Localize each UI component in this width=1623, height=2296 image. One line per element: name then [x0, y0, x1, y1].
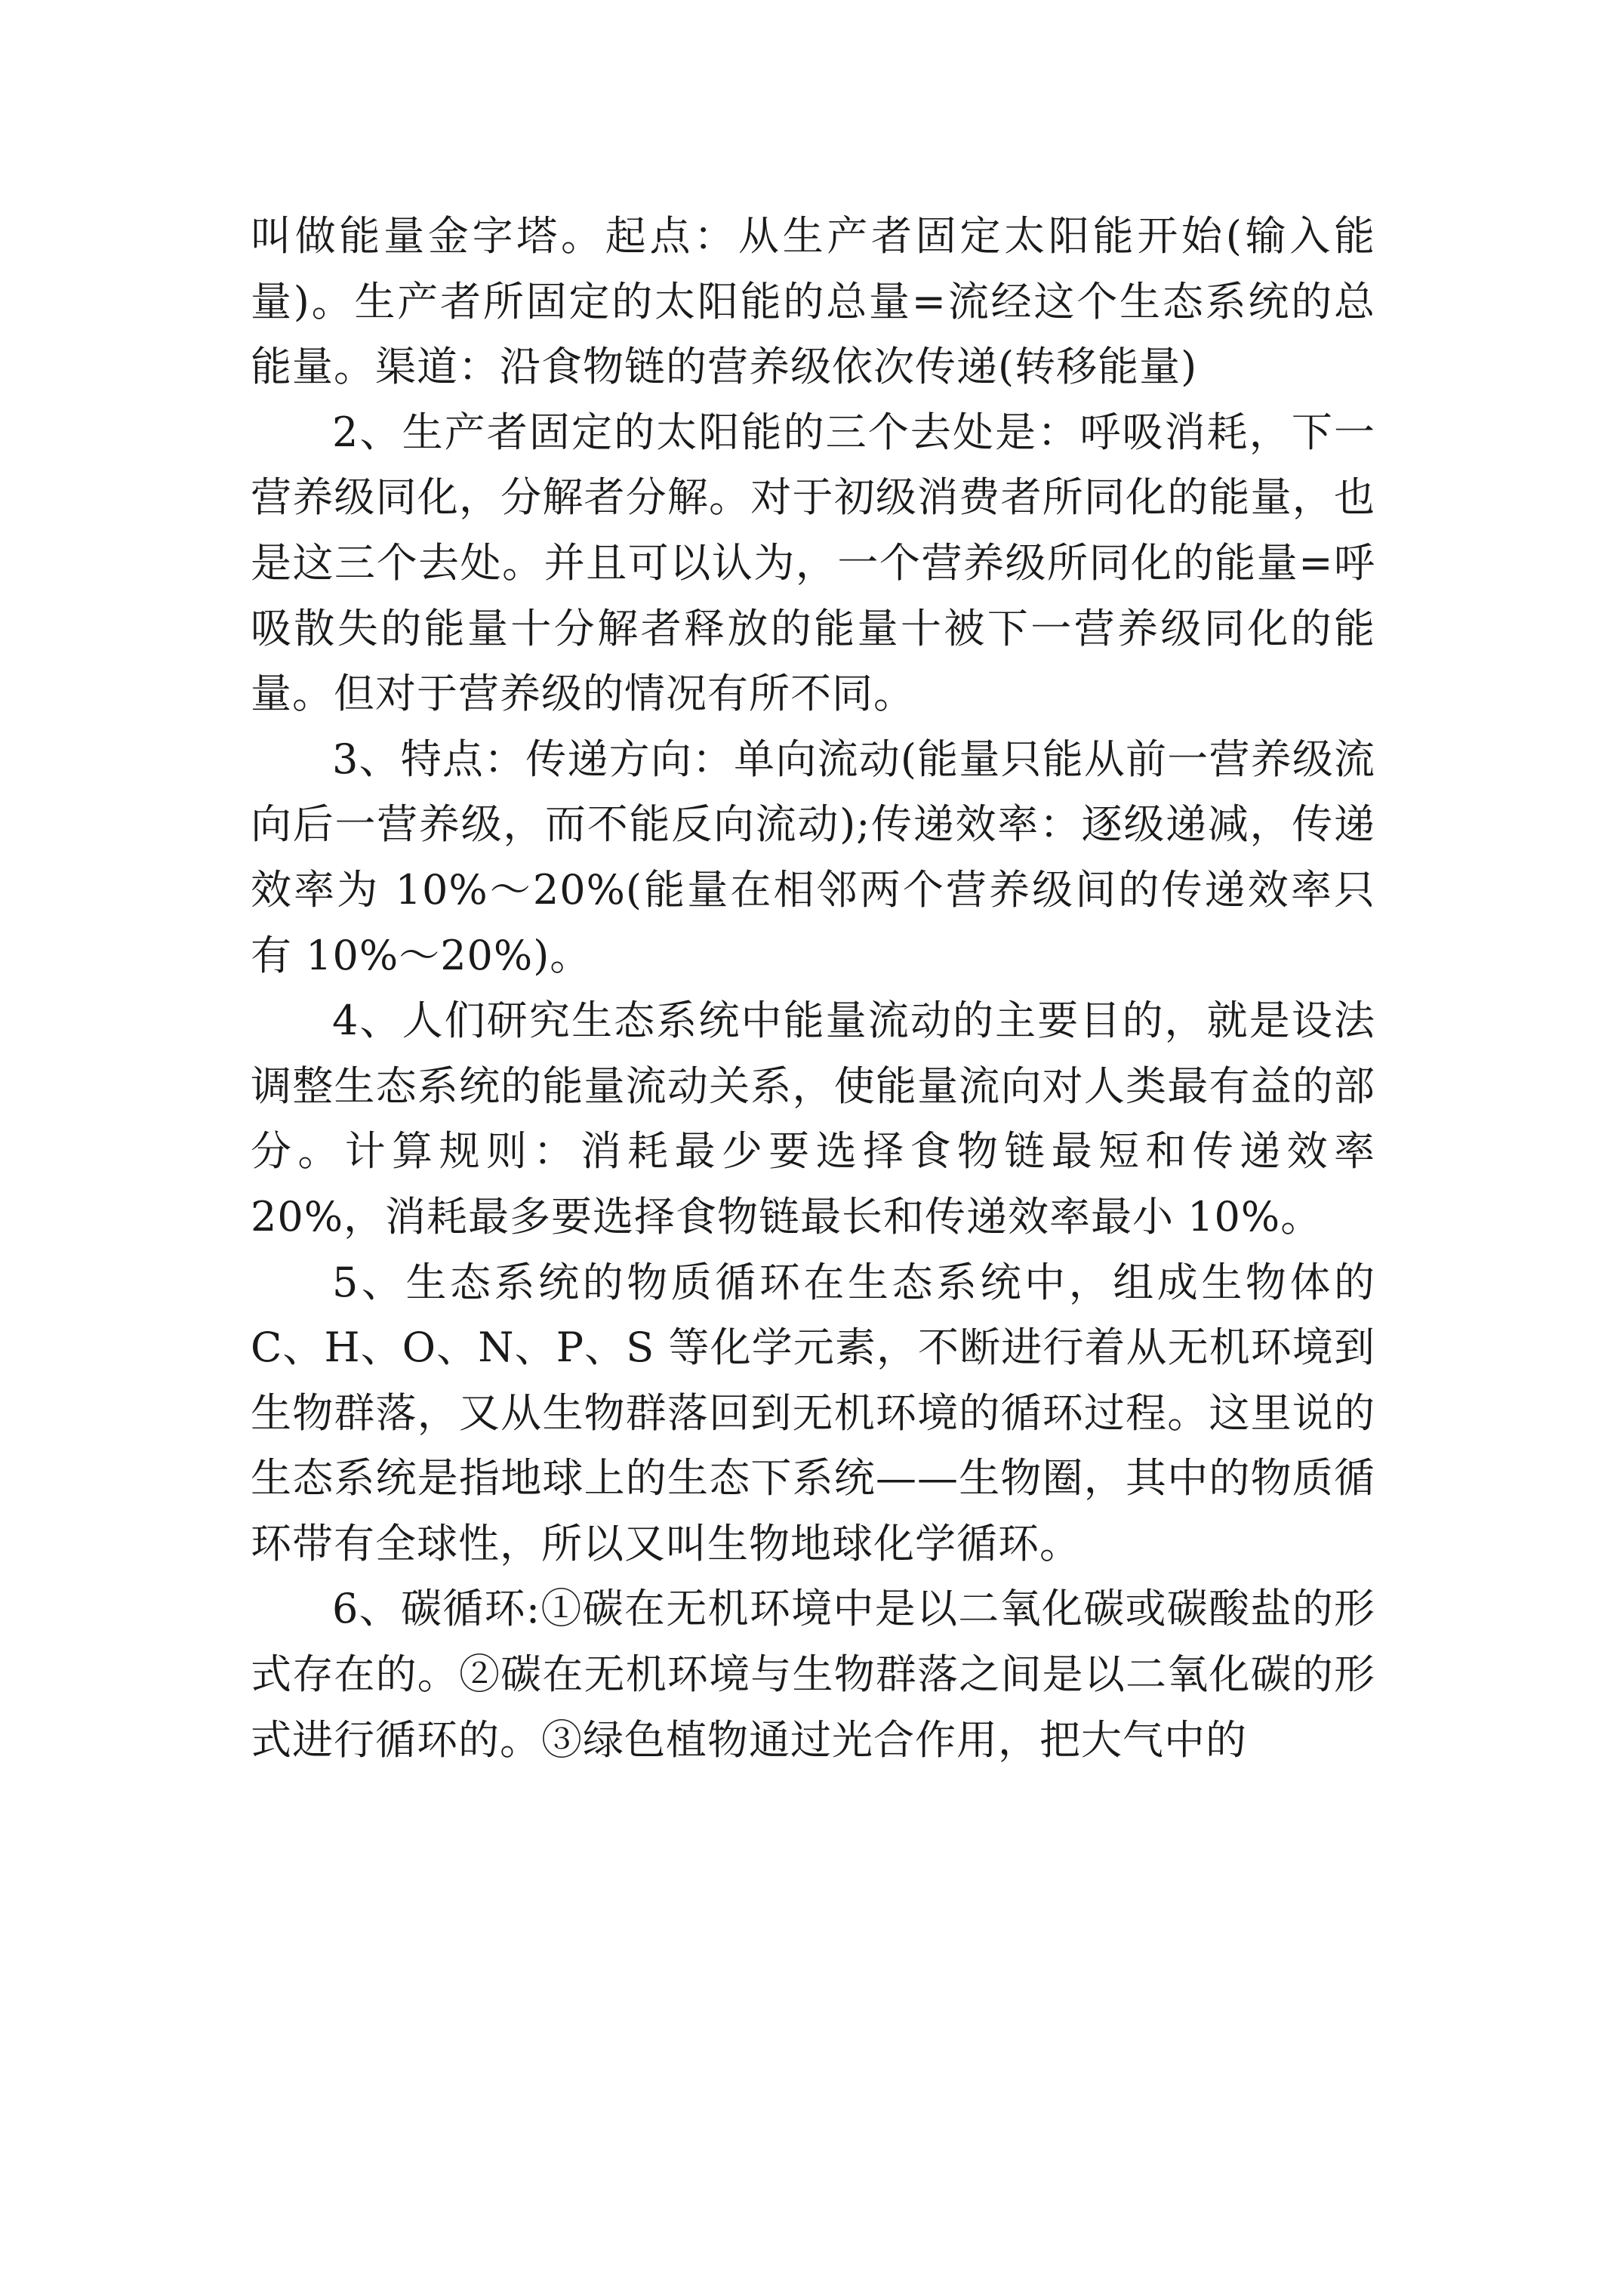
paragraph-item-6: 6、碳循环:①碳在无机环境中是以二氧化碳或碳酸盐的形式存在的。②碳在无机环境与生物群落之间是以二氧化碳的形式进行循环的。③绿色植物通过光合作用，把大气中的: [251, 1585, 1375, 1764]
paragraph-item-4: 4、人们研究生态系统中能量流动的主要目的，就是设法调整生态系统的能量流动关系，使能量流向对人类最有益的部分。计算规则：消耗最少要选择食物链最短和传递效率 20%，消耗最多要选择食物链最长和传递效率最小 10%。: [251, 997, 1375, 1240]
paragraph-item-3: 3、特点：传递方向：单向流动(能量只能从前一营养级流向后一营养级，而不能反向流动);传递效率：逐级递减，传递效率为 10%～20%(能量在相邻两个营养级间的传递效率只有 10%～20%)。: [251, 735, 1375, 979]
paragraph-item-2: 2、生产者固定的太阳能的三个去处是：呼吸消耗，下一营养级同化，分解者分解。对于初级消费者所同化的能量，也是这三个去处。并且可以认为，一个营养级所同化的能量=呼吸散失的能量十分解者释放的能量十被下一营养级同化的能量。但对于营养级的情况有所不同。: [251, 408, 1375, 718]
paragraph-continuation: 叫做能量金字塔。起点：从生产者固定太阳能开始(输入能量)。生产者所固定的太阳能的总量=流经这个生态系统的总能量。渠道：沿食物链的营养级依次传递(转移能量): [251, 212, 1375, 391]
document-body: [251, 204, 1375, 1773]
paragraph-item-5: 5、生态系统的物质循环在生态系统中，组成生物体的C、H、O、N、P、S 等化学元素，不断进行着从无机环境到生物群落，又从生物群落回到无机环境的循环过程。这里说的生态系统是指地球上的生态下系统——生物圈，其中的物质循环带有全球性，所以又叫生物地球化学循环。: [251, 1258, 1375, 1567]
